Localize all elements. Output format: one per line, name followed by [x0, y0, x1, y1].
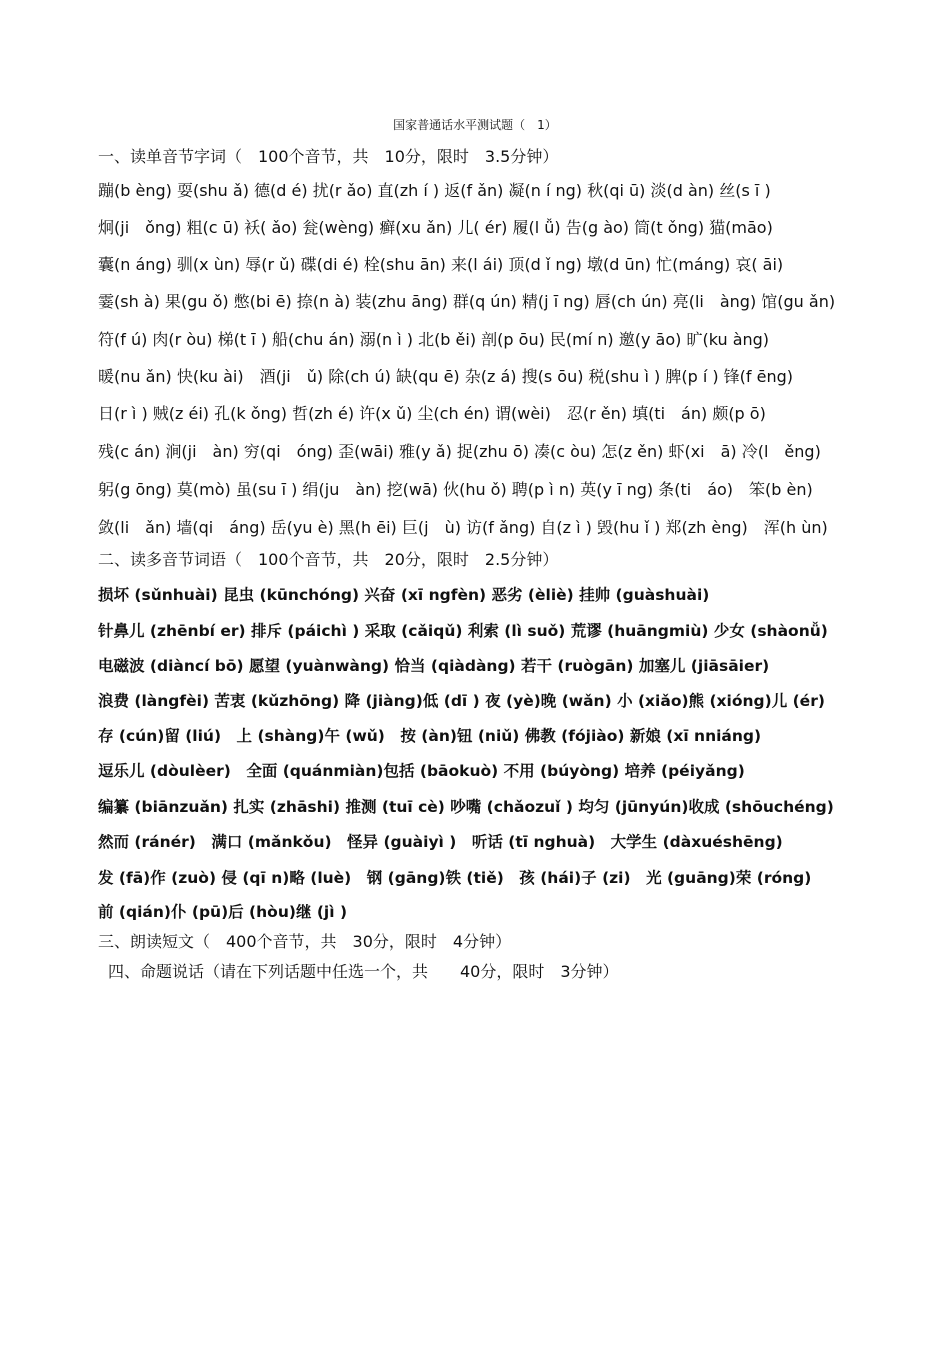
multi-syllable-row: 逗乐儿 (dòulèer) 全面 (quánmiàn)包括 (bāokuò) 不用 (búyòng) 培养 (péiyǎng)	[98, 762, 745, 780]
single-syllable-row: 日(r ì ) 贼(z éi) 孔(k ǒng) 哲(zh é) 许(x ǔ) 尘(ch én) 谓(wèi) 忍(r ěn) 填(ti án) 颇(p ō)	[98, 404, 766, 423]
multi-syllable-row: 损坏 (sǔnhuài) 昆虫 (kūnchóng) 兴奋 (xī ngfèn) 恶劣 (èliè) 挂帅 (guàshuài)	[98, 586, 710, 604]
document-title: 国家普通话水平测试题（ 1）	[393, 118, 557, 132]
section-4-heading: 四、命题说话（请在下列话题中任选一个，共 40分，限时 3分钟）	[108, 962, 619, 981]
section-3-heading: 三、朗读短文（ 400个音节，共 30分，限时 4分钟）	[98, 932, 512, 951]
single-syllable-row: 躬(g ōng) 莫(mò) 虽(su ī ) 绢(ju àn) 挖(wā) 伙(hu ǒ) 聘(p ì n) 英(y ī ng) 条(ti áo) 笨(b èn)	[98, 480, 813, 499]
multi-syllable-row: 编纂 (biānzuǎn) 扎实 (zhāshi) 推测 (tuī cè) 吵嘴 (chǎozuǐ ) 均匀 (jūnyún)收成 (shōuchéng)	[98, 798, 834, 816]
single-syllable-row: 符(f ú) 肉(r òu) 梯(t ī ) 船(chu án) 溺(n ì ) 北(b ěi) 剖(p ōu) 民(mí n) 邀(y āo) 旷(ku àng)	[98, 330, 770, 349]
multi-syllable-row: 前 (qián)仆 (pū)后 (hòu)继 (jì )	[98, 903, 348, 921]
single-syllable-row: 炯(ji ǒng) 粗(c ū) 袄( ǎo) 瓮(wèng) 癣(xu ǎn) 儿( ér) 履(l ǚ) 告(g ào) 筒(t ǒng) 猫(māo)	[98, 218, 773, 237]
single-syllable-row: 敛(li ǎn) 墙(qi áng) 岳(yu è) 黑(h ēi) 巨(j ù) 访(f ǎng) 自(z ì ) 毁(hu ǐ ) 郑(zh èng) 浑(h ùn)	[98, 518, 828, 537]
multi-syllable-row: 针鼻儿 (zhēnbí er) 排斥 (páichì ) 采取 (cǎiqǔ) 利索 (lì suǒ) 荒谬 (huāngmiù) 少女 (shàonǚ)	[98, 622, 828, 640]
section-2-heading: 二、读多音节词语（ 100个音节，共 20分，限时 2.5分钟）	[98, 550, 559, 569]
section-1-heading: 一、读单音节字词（ 100个音节，共 10分，限时 3.5分钟）	[98, 147, 559, 166]
multi-syllable-row: 电磁波 (diàncí bō) 愿望 (yuànwàng) 恰当 (qiàdàng) 若干 (ruògān) 加塞儿 (jiāsāier)	[98, 657, 770, 675]
single-syllable-row: 霎(sh à) 果(gu ǒ) 憋(bi ē) 捺(n à) 装(zhu āng) 群(q ún) 精(j ī ng) 唇(ch ún) 亮(li àng) 馆(gu ǎn)	[98, 292, 836, 311]
multi-syllable-row: 存 (cún)留 (liú) 上 (shàng)午 (wǔ) 按 (àn)钮 (niǔ) 佛教 (fójiào) 新娘 (xī nniáng)	[98, 727, 762, 745]
single-syllable-row: 暖(nu ǎn) 快(ku ài) 酒(ji ǔ) 除(ch ú) 缺(qu ē) 杂(z á) 搜(s ōu) 税(shu ì ) 脾(p í ) 锋(f ēng)	[98, 367, 794, 386]
multi-syllable-row: 发 (fā)作 (zuò) 侵 (qī n)略 (luè) 钢 (gāng)铁 (tiě) 孩 (hái)子 (zi) 光 (guāng)荣 (róng)	[98, 869, 812, 887]
single-syllable-row: 蹦(b èng) 耍(shu ǎ) 德(d é) 扰(r ǎo) 直(zh í ) 返(f ǎn) 凝(n í ng) 秋(qi ū) 淡(d àn) 丝(s ī )	[98, 181, 771, 200]
multi-syllable-row: 然而 (ránér) 满口 (mǎnkǒu) 怪异 (guàiyì ) 听话 (tī nghuà) 大学生 (dàxuéshēng)	[98, 833, 783, 851]
single-syllable-row: 残(c án) 涧(ji àn) 穷(qi óng) 歪(wāi) 雅(y ǎ) 捉(zhu ō) 凑(c òu) 怎(z ěn) 虾(xi ā) 冷(l ěng)	[98, 442, 821, 461]
single-syllable-row: 囊(n áng) 驯(x ùn) 辱(r ǔ) 碟(di é) 栓(shu ān) 来(l ái) 顶(d ǐ ng) 墩(d ūn) 忙(máng) 哀( āi)	[98, 255, 784, 274]
multi-syllable-row: 浪费 (làngfèi) 苦衷 (kǔzhōng) 降 (jiàng)低 (dī ) 夜 (yè)晚 (wǎn) 小 (xiǎo)熊 (xióng)儿 (ér)	[98, 692, 825, 710]
